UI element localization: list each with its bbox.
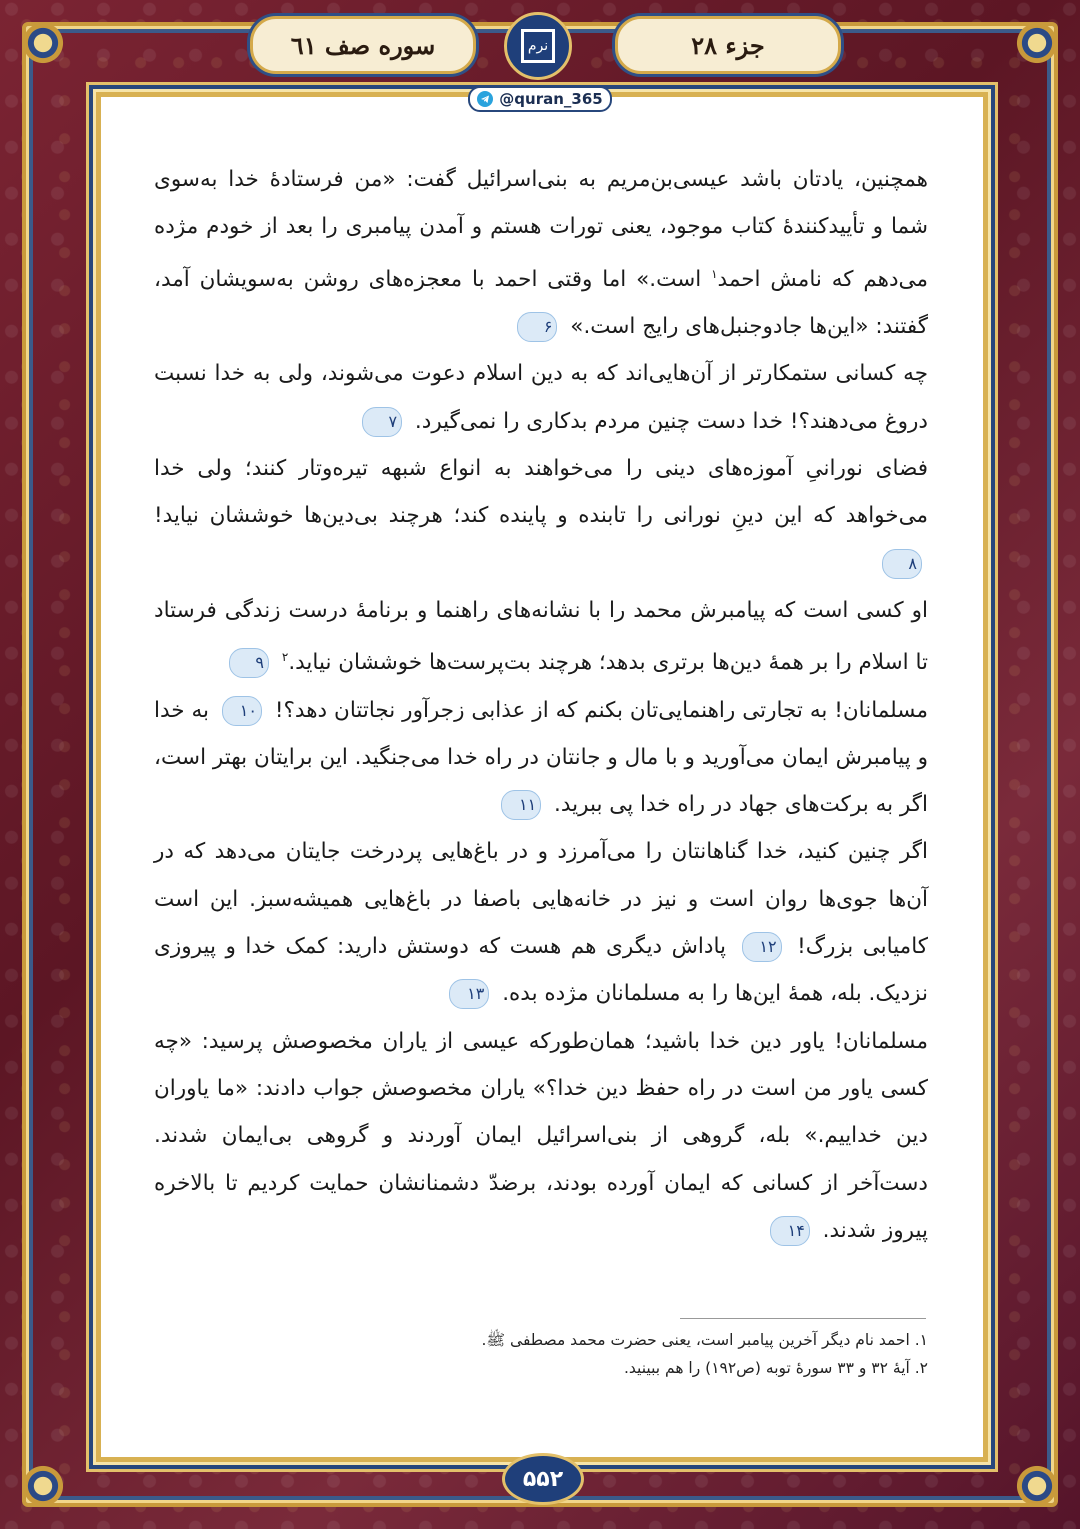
handle-text: @quran_365 — [499, 90, 603, 108]
corner-ornament-icon — [1002, 8, 1072, 78]
telegram-icon — [477, 91, 493, 107]
corner-ornament-icon — [8, 8, 78, 78]
footnote-1: ۱. احمد نام دیگر آخرین پیامبر است، یعنی حضرت محمد مصطفی ﷺ. — [481, 1331, 928, 1349]
ayah-number: ۱۰ — [222, 696, 262, 726]
footnote-marker[interactable]: ۱ — [711, 266, 718, 281]
paragraph: اگر چنین کنید، خدا گناهانتان را می‌آمرزد و در باغ‌هایی پردرخت جایتان می‌دهد که در آن‌ها جوی‌ها روان است و نیز در خانه‌هایی باصفا در باغ‌هایی همیشه‌سبز. این است کامیابی بزرگ! ۱۲ پاداش دیگری هم هست که دوستش دارید: کمک خدا و پیروزی نزدیک. بله، همهٔ این‌ها را به مسلمانان مژده بده. ۱۳ — [154, 828, 928, 1017]
footnote-2: ۲. آیهٔ ۳۲ و ۳۳ سورهٔ توبه (ص۱۹۲) را هم ببینید. — [623, 1359, 928, 1377]
ayah-number: ۱۲ — [742, 932, 782, 962]
paragraph: همچنین، یادتان باشد عیسی‌بن‌مریم به بنی‌اسرائیل گفت: «من فرستادهٔ خدا به‌سوی شما و تأییدکنندهٔ کتاب موجود، یعنی تورات هستم و آمدن پیامبری را بعد از خودم مژده می‌دهم که نامش احمد$^۱$ است.» اما وقتی احمد با معجزه‌های روشن به‌سویشان آمد، گفتند: «این‌ها جادوجنبل‌های رایج است.» ۶ — [154, 156, 928, 350]
footnote-marker[interactable]: ۲ — [281, 650, 289, 665]
page-number: ۵۵۲ — [502, 1453, 584, 1505]
corner-ornament-icon — [8, 1451, 78, 1521]
ayah-number: ۱۳ — [449, 979, 489, 1009]
telegram-handle[interactable] — [468, 86, 612, 112]
ayah-number: ۹ — [229, 648, 269, 678]
ayah-number: ۸ — [882, 549, 922, 579]
ayah-number: ۱۱ — [501, 790, 541, 820]
footnote-divider — [680, 1318, 926, 1319]
footnotes — [154, 1326, 928, 1382]
emblem-icon — [504, 12, 572, 80]
corner-ornament-icon — [1002, 1451, 1072, 1521]
paragraph: مسلمانان! یاور دین خدا باشید؛ همان‌طورکه عیسی از یاران مخصوصش پرسید: «چه کسی یاور من است در راه حفظ دین خدا؟» یاران مخصوصش جواب دادند: «ما یاوران دین خداییم.» بله، گروهی از بنی‌اسرائیل ایمان آوردند و گروهی بی‌ایمان شدند. دست‌آخر از کسانی که ایمان آورده بودند، برضدّ دشمنانشان حمایت کردیم تا بالاخره پیروز شدند. ۱۴ — [154, 1018, 928, 1254]
emblem-text: نرم — [521, 29, 555, 63]
ayah-number: ۱۴ — [770, 1216, 810, 1246]
paragraph: او کسی است که پیامبرش محمد را با نشانه‌های راهنما و برنامهٔ درست زندگی فرستاد تا اسلام را بر همهٔ دین‌ها برتری بدهد؛ هرچند بت‌پرست‌ها خوششان نیاید.$^۲$ ۹ — [154, 587, 928, 687]
ayah-number: ۷ — [362, 407, 402, 437]
paragraph: مسلمانان! به تجارتی راهنمایی‌تان بکنم که از عذابی زجرآور نجاتتان دهد؟! ۱۰ به خدا و پیامبرش ایمان می‌آورید و با مال و جانتان در راه خدا می‌جنگید. این برایتان بهتر است، اگر به برکت‌های جهاد در راه خدا پی ببرید. ۱۱ — [154, 687, 928, 829]
ayah-number: ۶ — [517, 312, 557, 342]
surah-label: سوره صف ٦١ — [250, 16, 476, 74]
paragraph: چه کسانی ستمکارتر از آن‌هایی‌اند که به دین اسلام دعوت می‌شوند، ولی به خدا نسبت دروغ می‌دهند؟! خدا دست چنین مردم بدکاری را نمی‌گیرد. ۷ — [154, 350, 928, 445]
juz-label: جزء ۲۸ — [615, 16, 841, 74]
paragraph: فضای نورانیِ آموزه‌های دینی را می‌خواهند به انواع شبهه تیره‌وتار کنند؛ ولی خدا می‌خواهد که این دینِ نورانی را تابنده و پاینده کند؛ هرچند بی‌دین‌ها خوششان نیاید! ۸ — [154, 445, 928, 587]
translation-text — [154, 156, 928, 1254]
